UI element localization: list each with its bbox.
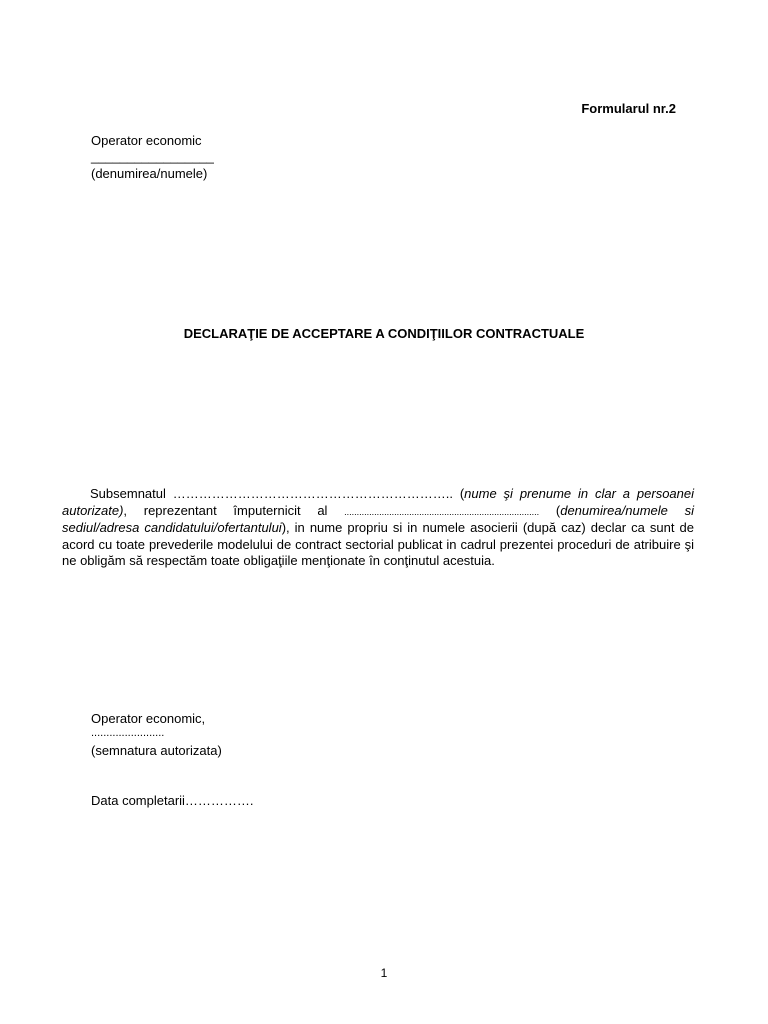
declaration-text-1: Subsemnatul ……………………………………………………….. (: [90, 486, 465, 501]
signature-hint: (semnatura autorizata): [91, 743, 222, 758]
declaration-text-2: , reprezentant împuternicit al: [123, 502, 345, 518]
signature-dots: ........................: [91, 727, 165, 739]
form-number: Formularul nr.2: [581, 101, 676, 116]
declaration-dots: ..............................................................................: [344, 506, 540, 517]
operator-name-hint: (denumirea/numele): [91, 166, 208, 181]
declaration-text-4: ), in nume propriu si in numele asocierii (după caz) declar ca sunt de acord cu toate prevederile modelului de contract sectorial publicat in cadrul prezentei proceduri de atribuire şi ne obligăm să respectăm toate obligaţiile menţionate în conţinutul acestuia.: [62, 520, 694, 568]
page-number: 1: [380, 966, 388, 980]
operator-label: Operator economic: [91, 133, 202, 148]
declaration-paragraph: [62, 486, 694, 570]
declaration-italic-person: nume şi prenume in clar a persoanei autorizate): [62, 486, 694, 518]
signature-label: Operator economic,: [91, 711, 206, 726]
date-completed: Data completarii…………….: [91, 793, 254, 808]
declaration-text-3: (: [539, 502, 561, 518]
document-title: DECLARAŢIE DE ACCEPTARE A CONDIŢIILOR CONTRACTUALE: [183, 326, 585, 341]
declaration-italic-company: denumirea/numele si sediul/adresa candidatului/ofertantului: [62, 502, 694, 535]
operator-name-line: _________________: [91, 149, 214, 164]
